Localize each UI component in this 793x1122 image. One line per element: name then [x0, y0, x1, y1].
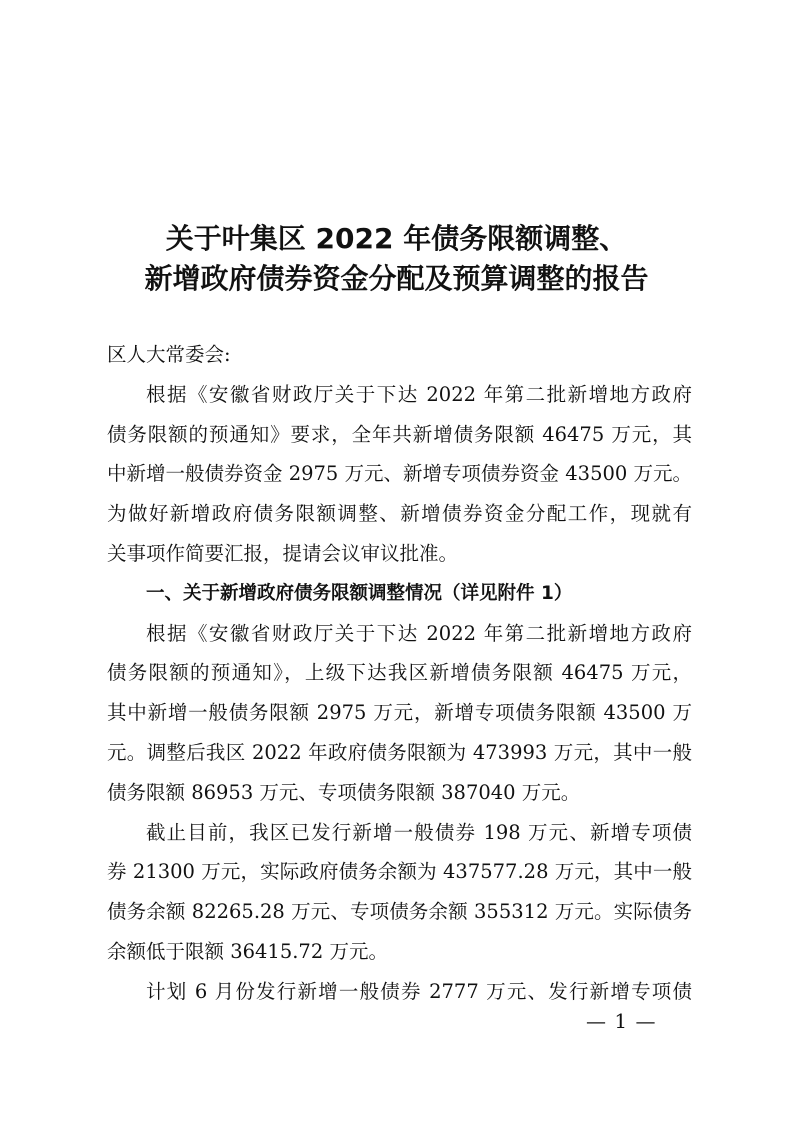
para2-line: 债务限额 86953 万元、专项债务限额 387040 万元。 — [107, 780, 581, 804]
para1-line: 为做好新增政府债务限额调整、新增债券资金分配工作，现就有 — [107, 502, 692, 526]
para3-line: 债务余额 82265.28 万元、专项债务余额 355312 万元。实际债务 — [107, 900, 692, 924]
para2-line: 元。调整后我区 2022 年政府债务限额为 473993 万元，其中一般 — [107, 740, 692, 764]
para2-line: 根据《安徽省财政厅关于下达 2022 年第二批新增地方政府 — [146, 621, 692, 645]
para1-line: 根据《安徽省财政厅关于下达 2022 年第二批新增地方政府 — [146, 382, 692, 406]
para1-line: 债务限额的预通知》要求，全年共新增债务限额 46475 万元，其 — [107, 422, 692, 446]
para1-line: 关事项作简要汇报，提请会议审议批准。 — [107, 541, 459, 565]
salutation: 区人大常委会: — [107, 343, 231, 366]
page-number: — 1 — — [586, 1009, 657, 1033]
para3-line: 截止目前，我区已发行新增一般债券 198 万元、新增专项债 — [146, 820, 692, 844]
section-heading-1: 一、关于新增政府债务限额调整情况（详见附件 1） — [146, 582, 573, 604]
para3-line: 券 21300 万元，实际政府债务余额为 437577.28 万元，其中一般 — [107, 860, 692, 884]
document-body — [107, 335, 692, 1012]
para3-line: 余额低于限额 36415.72 万元。 — [107, 939, 388, 963]
document-title-line-1: 关于叶集区 2022 年债务限额调整、 — [165, 222, 628, 255]
para1-line: 中新增一般债券资金 2975 万元、新增专项债券资金 43500 万元。 — [107, 462, 692, 486]
para2-line: 其中新增一般债务限额 2975 万元，新增专项债务限额 43500 万 — [107, 701, 692, 725]
para4-line: 计划 6 月份发行新增一般债券 2777 万元、发行新增专项债 — [146, 979, 692, 1003]
para2-line: 债务限额的预通知》，上级下达我区新增债务限额 46475 万元， — [107, 661, 692, 685]
document-title-line-2: 新增政府债券资金分配及预算调整的报告 — [144, 262, 649, 295]
